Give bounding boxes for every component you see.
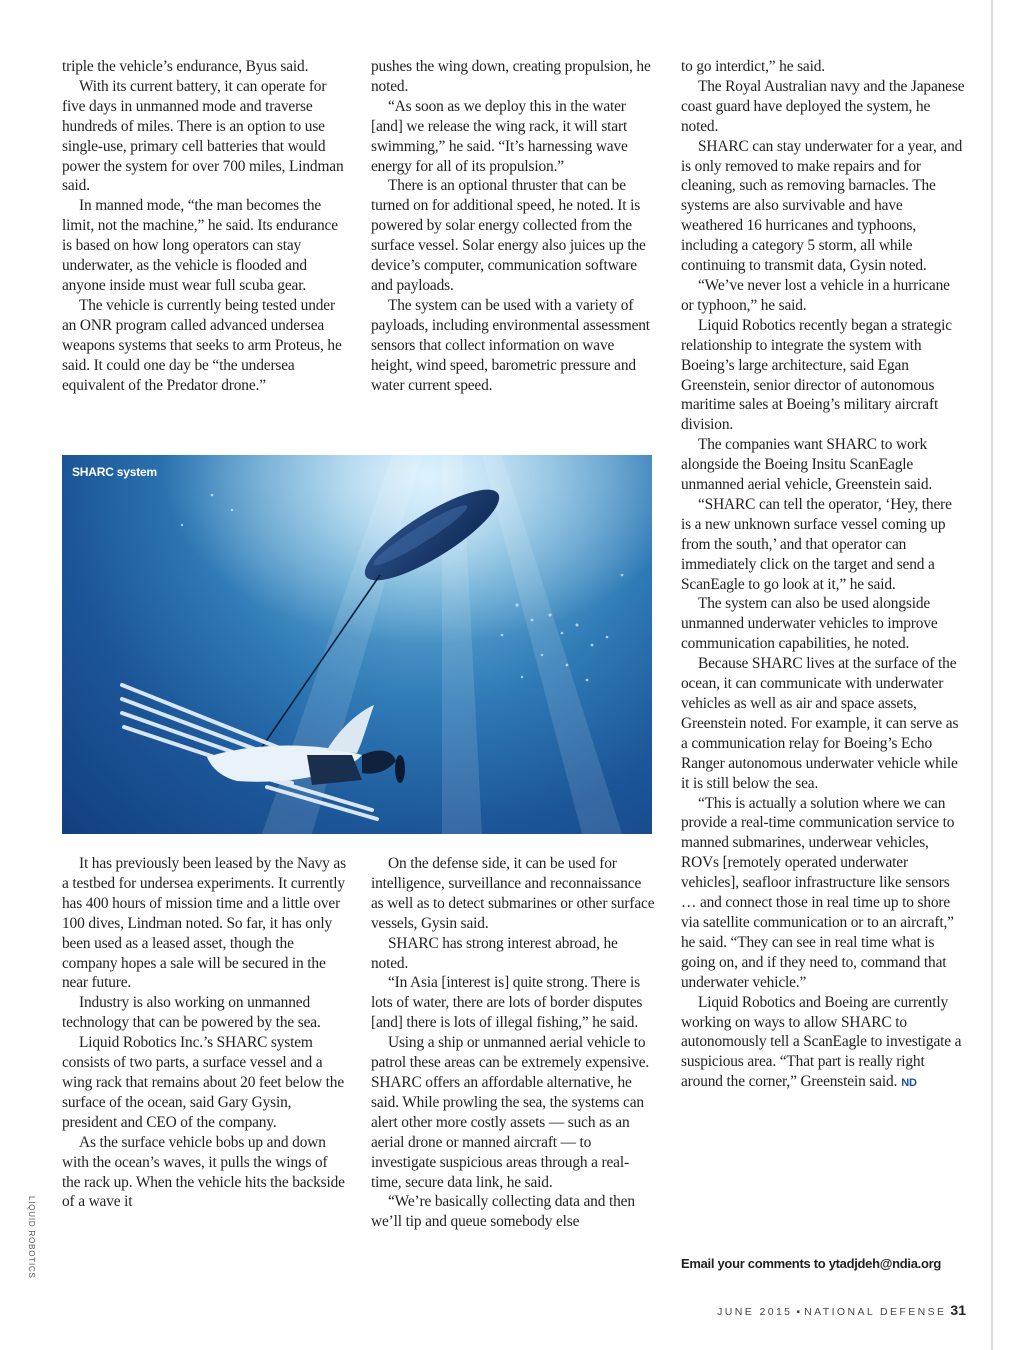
footer-magazine-name: NATIONAL DEFENSE [804,1306,947,1318]
photo-caption: SHARC system [72,465,157,479]
footer-separator: ▪ [796,1306,801,1318]
paragraph: “As soon as we deploy this in the water [and] we release the wing rack, it will start swimming,” he said. “It’s harnessing wave energy for all of its propulsion.” [371,97,628,175]
paragraph: triple the vehicle’s endurance, Byus said. [62,58,309,75]
paragraph: “We’re basically collecting data and then we’ll tip and queue somebody else [371,1193,635,1231]
footer-issue-date: JUNE 2015 [717,1306,793,1318]
paragraph: Liquid Robotics Inc.’s SHARC system consists of two parts, a surface vessel and a wing rack that remains about 20 feet below the surface of the ocean, said Gary Gysin, president and CEO of the company. [62,1034,345,1131]
paragraph: SHARC has strong interest abroad, he noted. [371,934,618,972]
paragraph: “This is actually a solution where we can provide a real-time communication service to manned submarines, underwear vehicles, ROVs [remotely operated underwater vehicles], seafloor infrastructure like sensors … and connect those in real time up to shore via satellite communication or to an aircraft,” he said. “They can see in real time what is going on, and if they need to, command that underwater vehicle.” [681,794,955,991]
paragraph: Liquid Robotics recently began a strategic relationship to integrate the system with Boeing’s large architecture, said Egan Greenstein, senior director of autonomous maritime sales at Boeing’s military aircraft division. [681,316,952,434]
paragraph: “In Asia [interest is] quite strong. There is lots of water, there are lots of border disputes [and] there is lots of illegal fishing,” he said. [371,974,643,1032]
end-mark: ND [901,1077,917,1090]
paragraph: The companies want SHARC to work alongside the Boeing Insitu ScanEagle unmanned aerial vehicle, Greenstein said. [681,436,933,494]
final-paragraph-text: Liquid Robotics and Boeing are currently working on ways to allow SHARC to autonomously tell a ScanEagle to investigate a suspicious area. “That part is really right around the corner,” Greenstein said. [681,993,962,1091]
article-column-2-top [371,57,657,395]
page-edge-rule [991,0,993,1350]
article-column-3 [681,57,965,1094]
paragraph: The system can be used with a variety of payloads, including environmental assessment sensors that collect information on wave height, wind speed, barometric pressure and water current speed. [371,296,650,394]
paragraph: Using a ship or unmanned aerial vehicle to patrol these areas can be extremely expensive. SHARC offers an affordable alternative, he said. While prowling the sea, the systems can alert other more costly assets — such as an aerial drone or manned aircraft — to investigate suspicious areas through a real-time, secure data link, he said. [371,1034,650,1191]
paragraph: “SHARC can tell the operator, ‘Hey, there is a new unknown surface vessel coming up from the south,’ and that operator can immediately click on the target and send a ScanEagle to go look at it,” he said. [681,495,952,593]
paragraph: There is an optional thruster that can be turned on for additional speed, he noted. It is powered by solar energy collected from the surface vessel. Solar energy also juices up the device’s computer, communication software and payloads. [371,177,646,294]
page-number: 31 [950,1302,966,1318]
paragraph: In manned mode, “the man becomes the limit, not the machine,” he said. Its endurance is based on how long operators can stay underwater, as the vehicle is flooded and anyone inside must wear full scuba gear. [62,197,338,294]
photo-credit: LIQUID ROBOTICS [27,1196,36,1279]
paragraph: pushes the wing down, creating propulsion, he noted. [371,58,651,95]
email-comments-line: Email your comments to ytadjdeh@ndia.org [681,1256,941,1271]
paragraph: The vehicle is currently being tested under an ONR program called advanced undersea weapons systems that seeks to arm Proteus, he said. It could one day be “the undersea equivalent of the Predator drone.” [62,296,342,394]
paragraph: The Royal Australian navy and the Japanese coast guard have deployed the system, he noted. [681,77,965,135]
paragraph: to go interdict,” he said. [681,58,825,75]
underwater-scene-illustration [62,455,652,834]
paragraph: With its current battery, it can operate for five days in unmanned mode and traverse hundreds of miles. There is an option to use single-use, primary cell batteries that would power the system for over 700 miles, Lindman said. [62,77,344,195]
article-column-2-bottom [371,854,657,1232]
article-column-1-top [62,57,346,395]
paragraph: Because SHARC lives at the surface of the ocean, it can communicate with underwater vehicles as well as air and space assets, Greenstein noted. For example, it can serve as a communication relay for Boeing’s Echo Ranger autonomous underwater vehicle while it is still below the sea. [681,655,959,792]
page-footer [717,1302,966,1318]
paragraph-final [681,993,965,1095]
paragraph: It has previously been leased by the Navy as a testbed for undersea experiments. It currently has 400 hours of mission time and a little over 100 dives, Lindman noted. So far, it has only been used as a leased asset, though the company hopes a sale will be secured in the near future. [62,855,346,992]
article-column-1-bottom [62,854,346,1212]
paragraph: “We’ve never lost a vehicle in a hurricane or typhoon,” he said. [681,276,950,314]
paragraph: On the defense side, it can be used for intelligence, surveillance and reconnaissance as well as to detect submarines or other surface vessels, Gysin said. [371,855,655,932]
paragraph: SHARC can stay underwater for a year, and is only removed to make repairs and for cleaning, such as removing barnacles. The systems are also survivable and have weathered 16 hurricanes and typhoons, including a category 5 storm, all while continuing to transmit data, Gysin noted. [681,137,963,275]
paragraph: The system can also be used alongside unmanned underwater vehicles to improve communication capabilities, he noted. [681,595,938,653]
paragraph: As the surface vehicle bobs up and down with the ocean’s waves, it pulls the wings of the rack up. When the vehicle hits the backside of a wave it [62,1133,345,1211]
paragraph: Industry is also working on unmanned technology that can be powered by the sea. [62,994,321,1032]
sharc-system-photo [62,455,652,834]
